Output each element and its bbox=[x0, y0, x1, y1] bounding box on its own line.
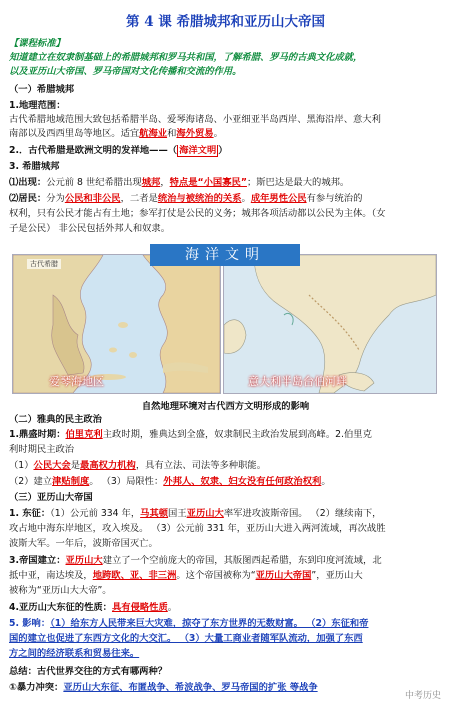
section-1-heading: （一）希腊城邦 bbox=[9, 84, 75, 95]
item-2-text: （2）建立 bbox=[9, 476, 53, 487]
section-3-heading: （三）亚历山大帝国 bbox=[9, 492, 93, 503]
emergence-comma: ， bbox=[160, 177, 170, 188]
summary-answer-text: 亚历山大东征、布匿战争、希波战争、罗马帝国的扩张 等战争 bbox=[63, 682, 318, 693]
key-navigation: 航海业 bbox=[139, 128, 168, 139]
nature-end: 。 bbox=[167, 602, 178, 613]
residents-text-b: ，二者是 bbox=[120, 193, 158, 204]
nature-line bbox=[9, 602, 445, 614]
page-title: 第 4 课 希腊城邦和亚历山大帝国 bbox=[126, 14, 325, 30]
key-macedon: 马其顿 bbox=[140, 508, 169, 519]
democracy-item-1 bbox=[9, 460, 445, 472]
peak-label: 1.鼎盛时期： bbox=[9, 429, 66, 440]
expedition-text-c: 率军进攻波斯帝国。 （2）继续南下， bbox=[223, 508, 382, 519]
key-pericles: 伯里克利 bbox=[65, 429, 103, 440]
origin-text: 2.．古代希腊是欧洲文明的发祥地——（ bbox=[9, 145, 178, 156]
geo-range-text-1: 古代希腊地域范围大致包括希腊半岛、爱琴海诸岛、小亚细亚半岛西岸、黑海沿岸、意大利 bbox=[9, 114, 381, 125]
expedition-line-3: 波斯大军。一年后，波斯帝国灭亡。 bbox=[9, 538, 158, 549]
item-3-end: 。 bbox=[321, 476, 331, 487]
geo-range-heading: 1.地理范围： bbox=[9, 100, 66, 111]
ocean-civilization-banner: 海洋文明 bbox=[150, 244, 300, 266]
emergence-label: ⑴出现： bbox=[9, 177, 47, 188]
key-alexander-2: 亚历山大 bbox=[65, 555, 103, 566]
ancient-greece-label: 古代希腊 bbox=[27, 259, 61, 269]
watermark: 中考历史 bbox=[404, 691, 441, 701]
impact-text-a: （1）给东方人民带来巨大灾难，掠夺了东方世界的无数财富。 （2）东征和帝 bbox=[50, 618, 369, 629]
impact-label: 5. 影响： bbox=[9, 618, 51, 629]
expedition-text-a: （1）公元前 334 年， bbox=[50, 508, 141, 519]
emergence-line bbox=[9, 177, 445, 189]
empire-line-3: 被称为“亚历山大大帝”。 bbox=[9, 585, 112, 596]
residents-text: 分为 bbox=[46, 193, 65, 204]
aegean-map-graphic bbox=[13, 255, 220, 393]
item-1-num: （1） bbox=[9, 460, 34, 471]
geo-text-end: 。 bbox=[213, 128, 223, 139]
residents-line-3: 子是公民） 非公民包括外邦人和奴隶。 bbox=[9, 223, 171, 234]
key-assembly: 公民大会 bbox=[33, 460, 71, 471]
geo-text-and: 和 bbox=[167, 128, 177, 139]
summary-question: 总结：古代世界交往的方式有哪两种？ bbox=[9, 666, 168, 677]
empire-label: 3.帝国建立： bbox=[9, 555, 66, 566]
key-adult-male: 成年男性公民 bbox=[250, 193, 307, 204]
figure-caption: 自然地理环境对古代西方文明形成的影响 bbox=[141, 401, 310, 412]
key-aggression: 具有侵略性质 bbox=[111, 602, 168, 613]
peak-line-2: 利时期民主政治 bbox=[9, 444, 75, 455]
expedition-line-2: 攻占地中海东岸地区，攻入埃及。 （3）公元前 331 年，亚历山大进入两河流域，再次战胜 bbox=[9, 523, 386, 534]
italy-map bbox=[223, 254, 437, 394]
expedition-king: 国王 bbox=[168, 508, 187, 519]
empire-text-d: 。这个帝国被称为“ bbox=[176, 570, 256, 581]
aegean-map bbox=[12, 254, 221, 394]
empire-text-e: ”，亚历山大 bbox=[311, 570, 363, 581]
key-small-state: 特点是“小国寡民” bbox=[169, 177, 247, 188]
item-1-is: 是 bbox=[70, 460, 81, 471]
summary-answer bbox=[9, 682, 445, 694]
democracy-item-2 bbox=[9, 476, 445, 488]
expedition-label: 1. 东征： bbox=[9, 508, 51, 519]
empire-line-1 bbox=[9, 555, 445, 567]
key-alexander: 亚历山大 bbox=[186, 508, 224, 519]
geo-text: 南部以及西西里岛等地区。适宜 bbox=[9, 128, 140, 139]
figure-maps bbox=[10, 244, 440, 394]
empire-line-2 bbox=[9, 570, 445, 582]
origin-heading bbox=[9, 145, 445, 157]
standard-line-2: 以及亚历山大帝国、罗马帝国对文化传播和交流的作用。 bbox=[9, 66, 242, 77]
geo-range-text-2 bbox=[9, 128, 445, 140]
standard-line-1: 知道建立在奴隶制基础上的希腊城邦和罗马共和国，了解希腊、罗马的古典文化成就， bbox=[9, 52, 363, 63]
impact-line-3: 方之间的经济联系和贸易往来。 bbox=[9, 648, 140, 659]
item-1-text: ，具有立法、司法等多种职能。 bbox=[135, 460, 266, 471]
key-overseas-trade: 海外贸易 bbox=[176, 128, 214, 139]
expedition-line-1 bbox=[9, 508, 445, 520]
key-empire-name: 亚历山大帝国 bbox=[255, 570, 312, 581]
key-allowance: 津贴制度 bbox=[52, 476, 90, 487]
residents-text-c: 。 bbox=[241, 193, 251, 204]
key-limitations: 外邦人、奴隶、妇女没有任何政治权利 bbox=[163, 476, 322, 487]
italy-label: 意大利半岛台伯河畔 bbox=[248, 375, 347, 388]
standard-label: 【课程标准】 bbox=[9, 38, 65, 49]
empire-text: 建立了一个空前庞大的帝国，其版图西起希腊，东到印度河流域，北 bbox=[102, 555, 382, 566]
impact-line-2: 国的建立也促进了东西方文化的大交汇。 （3）大量工商业者随军队流动，加强了东西 bbox=[9, 633, 363, 644]
key-city-state: 城邦 bbox=[141, 177, 161, 188]
key-highest-power: 最高权力机构 bbox=[80, 460, 136, 471]
key-rule-relation: 统治与被统治的关系 bbox=[157, 193, 242, 204]
section-2-heading: （二）雅典的民主政治 bbox=[9, 414, 102, 425]
origin-end: ） bbox=[218, 145, 228, 156]
key-ocean-civilization: 海洋文明 bbox=[179, 145, 217, 156]
peak-text: 主政时期，雅典达到全盛，奴隶制民主政治发展到高峰。2.伯里克 bbox=[102, 429, 372, 440]
empire-text-c: 抵中亚，南达埃及， bbox=[9, 570, 93, 581]
emergence-text: 公元前 8 世纪希腊出现 bbox=[46, 177, 142, 188]
residents-line-1 bbox=[9, 193, 445, 205]
nature-label: 4.亚历山大东征的性质： bbox=[9, 602, 112, 613]
city-state-heading: 3. 希腊城邦 bbox=[9, 161, 60, 172]
residents-text-d: 有参与统治的 bbox=[306, 193, 363, 204]
residents-line-2: 权利，只有公民才能占有土地；参军打仗是公民的义务；城邦各项活动都以公民为主体。（女 bbox=[9, 208, 386, 219]
impact-line-1 bbox=[9, 618, 445, 630]
emergence-sparta: ；斯巴达是最大的城邦。 bbox=[246, 177, 350, 188]
item-3-label: 。 （3）局限性： bbox=[89, 476, 164, 487]
aegean-label: 爱琴海地区 bbox=[49, 375, 104, 388]
key-three-continents: 地跨欧、亚、非三洲 bbox=[92, 570, 177, 581]
key-citizens: 公民和非公民 bbox=[64, 193, 121, 204]
peak-line-1 bbox=[9, 429, 445, 441]
summary-answer-label: ①暴力冲突： bbox=[9, 682, 64, 693]
residents-label: ⑵居民： bbox=[9, 193, 47, 204]
